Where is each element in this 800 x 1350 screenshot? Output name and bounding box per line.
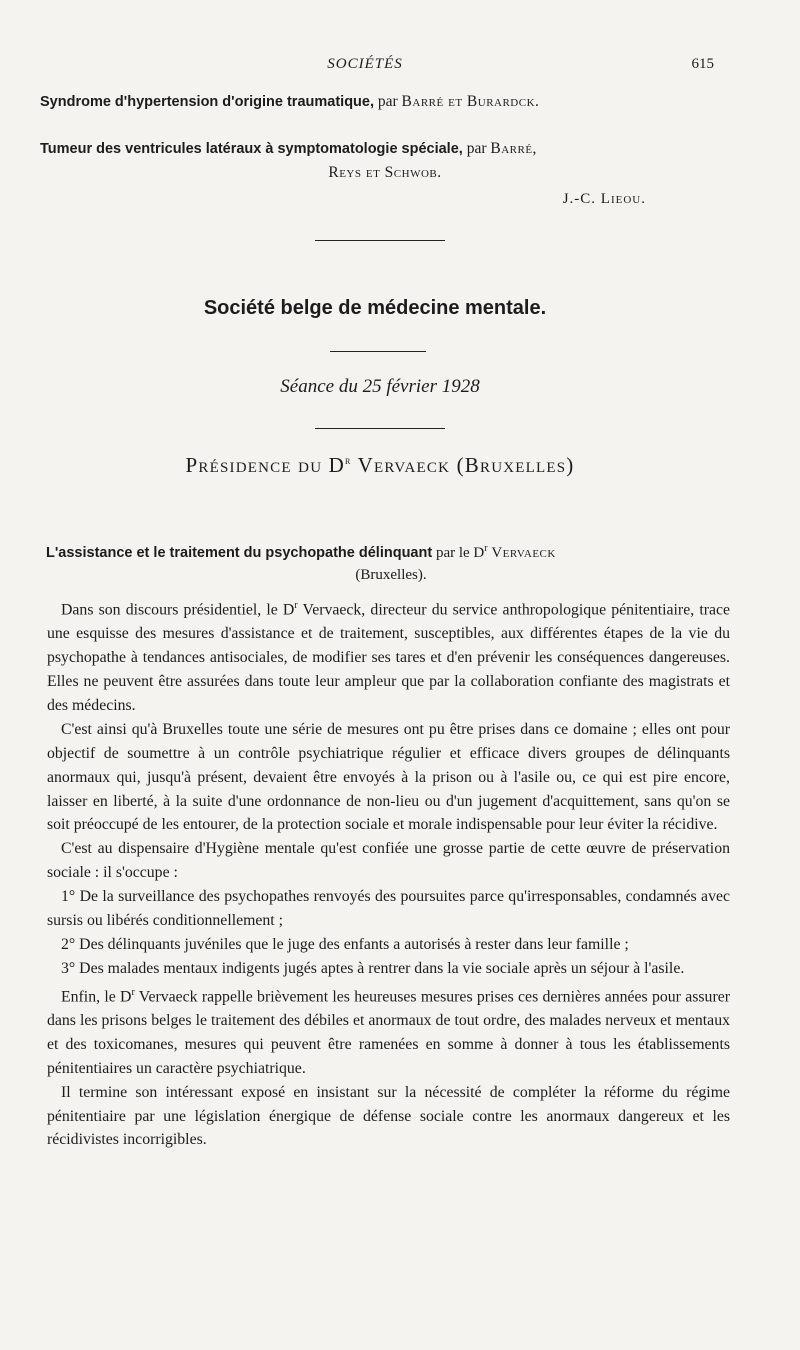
paragraph-text: 1° De la surveillance des psychopathes renvoyés des poursuites parce qu'irresponsables, condamnés avec sursis ou libérés conditionnellement ; xyxy=(47,888,730,930)
paragraph-text: Enfin, le D xyxy=(61,988,132,1006)
section-divider xyxy=(315,240,445,241)
presidency-prefix: Présidence du D xyxy=(185,453,346,477)
entry-authors-continued: Reys et Schwob. xyxy=(328,164,442,181)
running-head xyxy=(0,56,800,78)
article-title: L'assistance et le traitement du psychopathe délinquant xyxy=(46,545,433,561)
society-title: Société belge de médecine mentale. xyxy=(203,297,547,319)
paragraph-text: 2° Des délinquants juvéniles que le juge des enfants a autorisés à rester dans leur famille ; xyxy=(61,935,629,953)
paragraph xyxy=(47,885,730,933)
paragraph xyxy=(47,837,730,885)
divider-short xyxy=(330,351,426,352)
session-heading: Séance du 25 février 1928 xyxy=(280,376,480,397)
communication-entry-2 xyxy=(40,137,730,184)
presidency-sup: r xyxy=(345,453,352,467)
article-heading xyxy=(46,538,736,586)
page-number: 615 xyxy=(691,56,714,72)
paragraph-text: Dans son discours présidentiel, le D xyxy=(61,601,295,619)
paragraph-text-cont: Vervaeck, directeur du service anthropologique pénitentiaire, trace une esquisse des mesures d'assistance et de traitement, susceptibles, aux différentes étapes de la vie du psychopathe à tendances antisociales, de modifier ses tares et d'en prévenir les conséquences dangereuses. Elles ne peuvent être assurées dans toute leur ampleur que par la collaboration confiante des magistrats et des médecins. xyxy=(47,601,730,714)
article-body xyxy=(47,594,730,1152)
paragraph xyxy=(47,933,730,957)
paragraph xyxy=(47,981,730,1081)
article-author: Vervaeck xyxy=(491,545,556,561)
paragraph-text: C'est au dispensaire d'Hygiène mentale qu'est confiée une grosse partie de cette œuvre de préservation sociale : il s'occupe : xyxy=(47,840,730,882)
paragraph xyxy=(47,1081,730,1153)
paragraph xyxy=(47,957,730,981)
communication-entry-1 xyxy=(40,90,730,114)
presidency-name: Vervaeck (Bruxelles) xyxy=(357,453,575,477)
paragraph-sup: r xyxy=(294,600,298,611)
paragraph-text: Il termine son intéressant exposé en insistant sur la nécessité de compléter la réforme du régime pénitentiaire par une législation énergique de défense sociale contre les anormaux dangereux et les récidivistes incorrigibles. xyxy=(47,1083,730,1149)
article-place: (Bruxelles). xyxy=(355,567,427,583)
paragraph xyxy=(47,718,730,838)
divider xyxy=(315,428,445,429)
paragraph-sup: r xyxy=(131,986,135,998)
paragraph-text-cont: Vervaeck rappelle brièvement les heureuses mesures prises ces dernières années pour assurer dans les prisons belges le traitement des débiles et anormaux de tout ordre, des malades nerveux et mentaux et des toxicomanes, mesures qui peuvent être ramenées en somme à donner à tous les établissements pénitentiaires un caractère psychiatrique. xyxy=(47,988,730,1077)
signature: J.-C. Lieou. xyxy=(562,191,646,207)
entry-title: Syndrome d'hypertension d'origine traumatique, xyxy=(40,94,374,110)
paragraph-text: C'est ainsi qu'à Bruxelles toute une série de mesures ont pu être prises dans ce domaine ; elles ont pour objectif de soumettre à un contrôle psychiatrique régulier et efficace divers groupes de délinquants anormaux qui, jusqu'à présent, devaient être envoyés à la prison ou à l'asile ou, ce qui est pire encore, laisser en liberté, à la suite d'une ordonnance de non-lieu ou d'un jugement d'acquittement, sans qu'on se soit préoccupé de les entourer, de la protection sociale et morale indispensable pour leur éviter la récidive. xyxy=(47,720,730,834)
entry-title: Tumeur des ventricules latéraux à symptomatologie spéciale, xyxy=(40,141,463,157)
entry-by: par xyxy=(466,140,487,157)
running-title: SOCIÉTÉS xyxy=(327,56,403,72)
entry-first-line xyxy=(40,137,730,161)
entry-authors: Barré et Burardck. xyxy=(401,93,540,110)
article-by-sup: r xyxy=(484,543,488,554)
presidency-heading xyxy=(0,453,760,478)
article-by: par le D xyxy=(435,545,485,561)
paragraph-text: 3° Des malades mentaux indigents jugés aptes à rentrer dans la vie sociale après un séjour à l'asile. xyxy=(61,959,685,977)
paragraph xyxy=(47,594,730,718)
article-heading-line xyxy=(46,538,736,564)
entry-authors: Barré, xyxy=(490,140,537,157)
entry-by: par xyxy=(377,93,398,110)
